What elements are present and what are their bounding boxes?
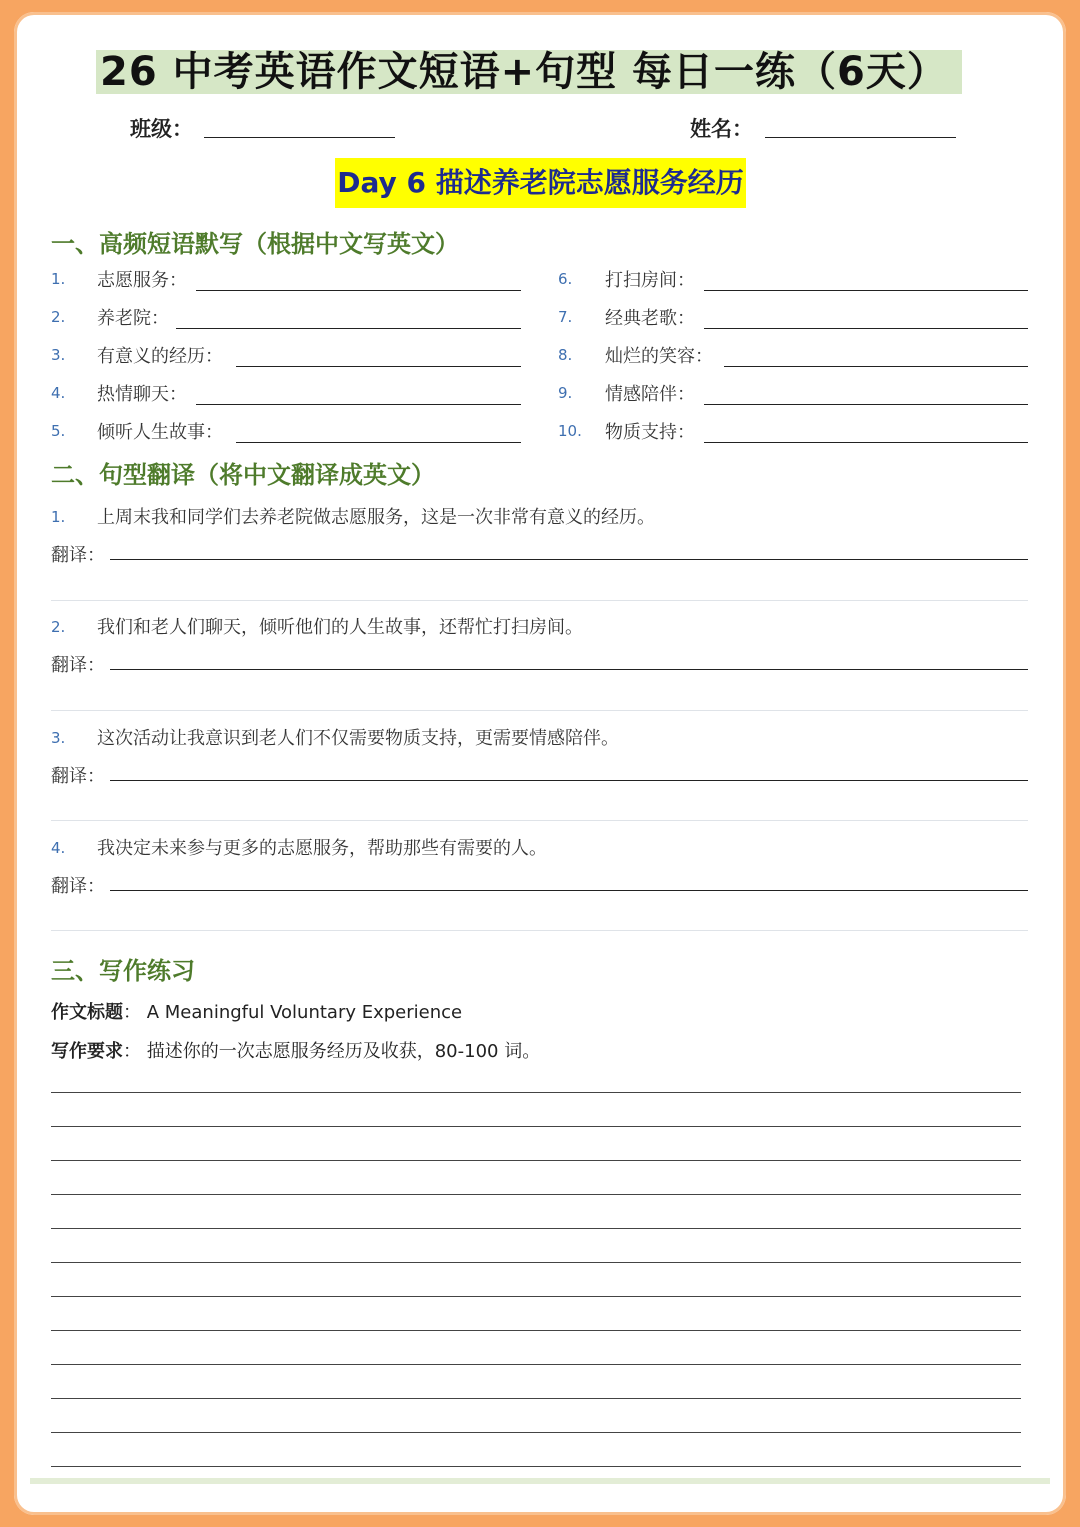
writing-line[interactable] [51, 1126, 1021, 1127]
topic-separator: ： [123, 1002, 141, 1023]
phrase-text: 灿烂的笑容： [605, 346, 713, 367]
section2-title: 二、句型翻译（将中文翻译成英文） [51, 461, 435, 489]
writing-line[interactable] [51, 1228, 1021, 1229]
translate-label: 翻译： [51, 655, 105, 676]
answer-line[interactable] [704, 442, 1028, 443]
topic-label: 作文标题 [51, 1002, 123, 1023]
sentence-number: 4. [51, 839, 66, 857]
phrase-number: 3. [51, 346, 66, 364]
phrase-text: 志愿服务： [97, 270, 187, 291]
phrase-item [51, 300, 521, 330]
phrase-item [558, 338, 1028, 368]
writing-line[interactable] [51, 1092, 1021, 1093]
answer-line[interactable] [724, 366, 1028, 367]
phrase-text: 有意义的经历： [97, 346, 223, 367]
phrase-number: 8. [558, 346, 573, 364]
answer-line[interactable] [236, 366, 521, 367]
translate-label: 翻译： [51, 545, 105, 566]
translate-label: 翻译： [51, 766, 105, 787]
phrase-number: 1. [51, 270, 66, 288]
phrase-text: 情感陪伴： [605, 384, 695, 405]
name-label: 姓名： [690, 116, 753, 141]
class-label: 班级： [130, 116, 193, 141]
phrase-text: 打扫房间： [605, 270, 695, 291]
requirement-text: 描述你的一次志愿服务经历及收获，80-100 词。 [146, 1041, 541, 1062]
phrase-text: 经典老歌： [605, 308, 695, 329]
phrase-item [558, 414, 1028, 444]
sentence-number: 2. [51, 618, 66, 636]
sentence-text: 这次活动让我意识到老人们不仅需要物质支持，更需要情感陪伴。 [97, 728, 619, 749]
phrase-number: 10. [558, 422, 582, 440]
requirement-label: 写作要求 [51, 1041, 123, 1062]
answer-line[interactable] [196, 404, 521, 405]
phrase-item [558, 300, 1028, 330]
sentence-text: 上周末我和同学们去养老院做志愿服务，这是一次非常有意义的经历。 [97, 507, 655, 528]
writing-line[interactable] [51, 1398, 1021, 1399]
writing-line[interactable] [51, 1194, 1021, 1195]
writing-line[interactable] [51, 1330, 1021, 1331]
answer-line[interactable] [196, 290, 521, 291]
writing-line[interactable] [51, 1262, 1021, 1263]
phrase-item [558, 262, 1028, 292]
phrase-text: 倾听人生故事： [97, 422, 223, 443]
answer-line[interactable] [704, 290, 1028, 291]
sentence-text: 我们和老人们聊天，倾听他们的人生故事，还帮忙打扫房间。 [97, 617, 583, 638]
translate-label: 翻译： [51, 876, 105, 897]
sentence-number: 1. [51, 508, 66, 526]
writing-line[interactable] [51, 1160, 1021, 1161]
translation-line[interactable] [110, 669, 1028, 670]
writing-line[interactable] [51, 1364, 1021, 1365]
sentence-number: 3. [51, 729, 66, 747]
title-highlight [96, 50, 962, 94]
translation-line[interactable] [110, 559, 1028, 560]
day-banner: Day 6 描述养老院志愿服务经历 [335, 158, 746, 208]
phrase-item [51, 376, 521, 406]
divider [51, 930, 1028, 931]
phrase-item [51, 414, 521, 444]
divider [51, 820, 1028, 821]
phrase-number: 4. [51, 384, 66, 402]
footer-band [30, 1478, 1050, 1484]
answer-line[interactable] [704, 328, 1028, 329]
name-field[interactable] [765, 137, 956, 138]
divider [51, 710, 1028, 711]
writing-line[interactable] [51, 1296, 1021, 1297]
requirement-separator: ： [123, 1041, 141, 1062]
phrase-number: 2. [51, 308, 66, 326]
phrase-number: 6. [558, 270, 573, 288]
essay-requirement [51, 1037, 540, 1063]
phrase-item [51, 338, 521, 368]
section3-title: 三、写作练习 [51, 957, 195, 985]
page-title: 26 中考英语作文短语+句型 每日一练（6天） [100, 49, 948, 95]
phrase-item [51, 262, 521, 292]
essay-topic [51, 998, 462, 1024]
phrase-text: 热情聊天： [97, 384, 187, 405]
answer-line[interactable] [704, 404, 1028, 405]
answer-line[interactable] [176, 328, 521, 329]
translation-line[interactable] [110, 780, 1028, 781]
translation-line[interactable] [110, 890, 1028, 891]
phrase-number: 7. [558, 308, 573, 326]
sentence-text: 我决定未来参与更多的志愿服务，帮助那些有需要的人。 [97, 838, 547, 859]
phrase-number: 5. [51, 422, 66, 440]
phrase-text: 养老院： [97, 308, 169, 329]
topic-text: A Meaningful Voluntary Experience [146, 1002, 463, 1023]
class-field[interactable] [204, 137, 395, 138]
answer-line[interactable] [236, 442, 521, 443]
section1-title: 一、高频短语默写（根据中文写英文） [51, 230, 459, 258]
writing-line[interactable] [51, 1466, 1021, 1467]
writing-line[interactable] [51, 1432, 1021, 1433]
phrase-item [558, 376, 1028, 406]
phrase-number: 9. [558, 384, 573, 402]
divider [51, 600, 1028, 601]
phrase-text: 物质支持： [605, 422, 695, 443]
